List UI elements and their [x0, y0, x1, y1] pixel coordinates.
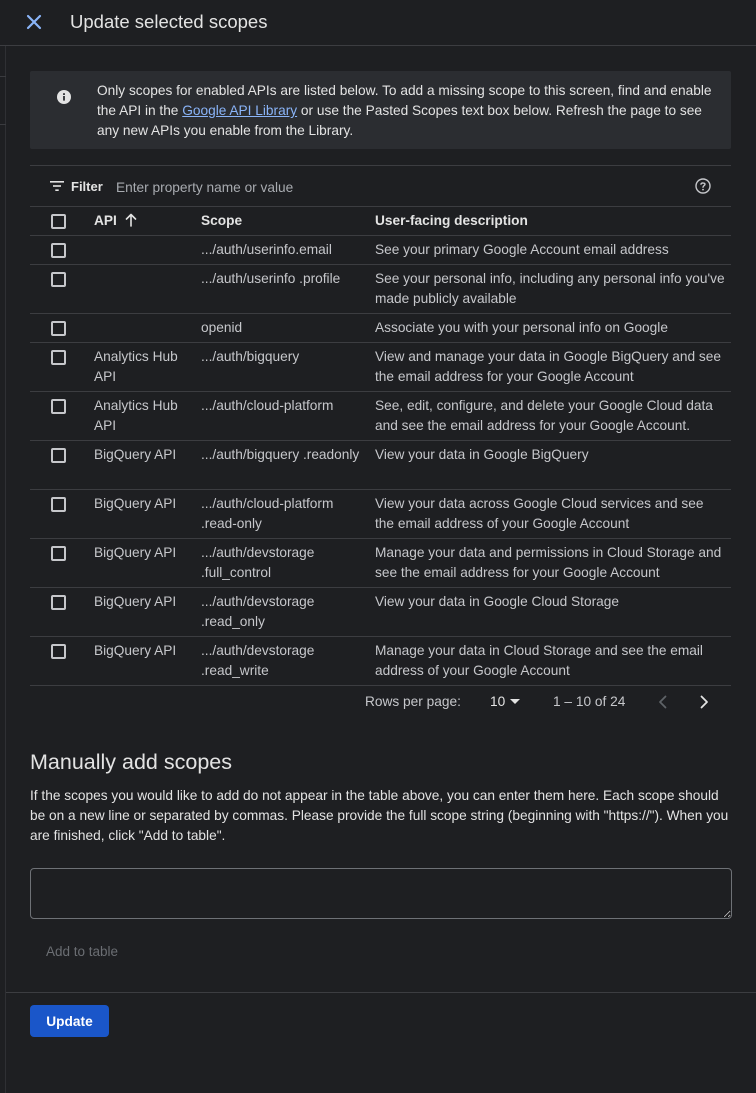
dialog-title: Update selected scopes: [70, 11, 268, 32]
next-page-icon[interactable]: [697, 694, 711, 710]
table-row: [30, 441, 731, 490]
table-row: [30, 314, 731, 343]
filter-bar: [30, 165, 731, 207]
cell-description: Manage your data in Cloud Storage and see the email address of your Google Account: [375, 643, 703, 678]
column-header-api[interactable]: API: [94, 213, 194, 228]
cell-scope: .../auth/bigquery .readonly: [201, 447, 360, 462]
left-panel-edge: [0, 46, 6, 1093]
cell-api: Analytics Hub API: [94, 398, 178, 433]
row-checkbox[interactable]: [51, 243, 66, 258]
cell-description: See your personal info, including any personal info you've made publicly available: [375, 271, 725, 306]
pagination: [30, 686, 731, 718]
filter-input[interactable]: [116, 175, 676, 199]
filter-label: Filter: [71, 179, 103, 194]
row-checkbox[interactable]: [51, 321, 66, 336]
google-api-library-link[interactable]: Google API Library: [182, 103, 298, 118]
cell-api: Analytics Hub API: [94, 349, 178, 384]
cell-scope: .../auth/userinfo .profile: [201, 271, 341, 286]
manual-scopes-heading: Manually add scopes: [30, 750, 232, 774]
cell-api: BigQuery API: [94, 594, 177, 609]
table-row: [30, 588, 731, 637]
cell-api: BigQuery API: [94, 447, 177, 462]
row-checkbox[interactable]: [51, 595, 66, 610]
cell-scope: .../auth/devstorage .read_write: [201, 643, 315, 678]
footer-divider: [6, 992, 756, 993]
update-button[interactable]: Update: [30, 1005, 109, 1037]
add-to-table-button[interactable]: Add to table: [46, 944, 119, 959]
rows-per-page-label: Rows per page:: [365, 694, 461, 709]
cell-scope: .../auth/cloud-platform: [201, 398, 334, 413]
info-icon: [57, 90, 71, 104]
row-checkbox[interactable]: [51, 399, 66, 414]
row-checkbox[interactable]: [51, 497, 66, 512]
cell-description: Manage your data and permissions in Cloud Storage and see the email address for your Google Account: [375, 545, 722, 580]
row-checkbox[interactable]: [51, 272, 66, 287]
table-row: [30, 637, 731, 686]
table-row: [30, 236, 731, 265]
column-header-scope[interactable]: Scope: [201, 213, 243, 228]
select-all-checkbox[interactable]: [51, 214, 66, 229]
info-text: Only scopes for enabled APIs are listed below. To add a missing scope to this screen, find and enable the API in the Google API Library or use the Pasted Scopes text box below. Refresh the page to see any new APIs you enable from the Library.: [97, 83, 712, 138]
table-row: [30, 539, 731, 588]
cell-description: View and manage your data in Google BigQuery and see the email address for your Google Account: [375, 349, 721, 384]
table-row: [30, 392, 731, 441]
scopes-table: [30, 207, 731, 686]
cell-scope: openid: [201, 320, 243, 335]
sort-ascending-icon[interactable]: [125, 213, 137, 227]
cell-api: BigQuery API: [94, 643, 177, 658]
cell-description: View your data across Google Cloud services and see the email address of your Google Account: [375, 496, 704, 531]
cell-description: See, edit, configure, and delete your Google Cloud data and see the email address for your Google Account.: [375, 398, 713, 433]
cell-description: View your data in Google Cloud Storage: [375, 594, 619, 609]
cell-scope: .../auth/bigquery: [201, 349, 300, 364]
cell-description: See your primary Google Account email address: [375, 242, 669, 257]
filter-icon: [50, 180, 64, 192]
cell-scope: .../auth/devstorage .full_control: [201, 545, 315, 580]
row-checkbox[interactable]: [51, 448, 66, 463]
cell-description: View your data in Google BigQuery: [375, 447, 589, 462]
table-row: [30, 343, 731, 392]
row-checkbox[interactable]: [51, 546, 66, 561]
row-checkbox[interactable]: [51, 350, 66, 365]
help-icon[interactable]: [695, 178, 711, 194]
row-checkbox[interactable]: [51, 644, 66, 659]
info-banner: [30, 71, 731, 149]
close-icon[interactable]: [22, 10, 46, 34]
previous-page-icon[interactable]: [656, 694, 670, 710]
table-row: [30, 265, 731, 314]
page-range: 1 – 10 of 24: [553, 694, 626, 709]
column-header-description[interactable]: User-facing description: [375, 213, 528, 228]
cell-api: BigQuery API: [94, 545, 177, 560]
dropdown-caret-icon: [510, 699, 520, 704]
cell-scope: .../auth/cloud-platform .read-only: [201, 496, 334, 531]
table-header: [30, 207, 731, 236]
cell-api: BigQuery API: [94, 496, 177, 511]
table-row: [30, 490, 731, 539]
manual-scopes-description: If the scopes you would like to add do not appear in the table above, you can enter them here. Each scope should be on a new line or separated by commas. Please provide the full scope string (beginning with "https://"). When you are finished, click "Add to table".: [30, 788, 729, 843]
rows-per-page-select[interactable]: 10: [490, 694, 520, 709]
cell-scope: .../auth/userinfo.email: [201, 242, 332, 257]
manual-scopes-textarea[interactable]: [30, 868, 732, 919]
dialog-header: [0, 0, 756, 46]
cell-description: Associate you with your personal info on Google: [375, 320, 668, 335]
cell-scope: .../auth/devstorage .read_only: [201, 594, 315, 629]
